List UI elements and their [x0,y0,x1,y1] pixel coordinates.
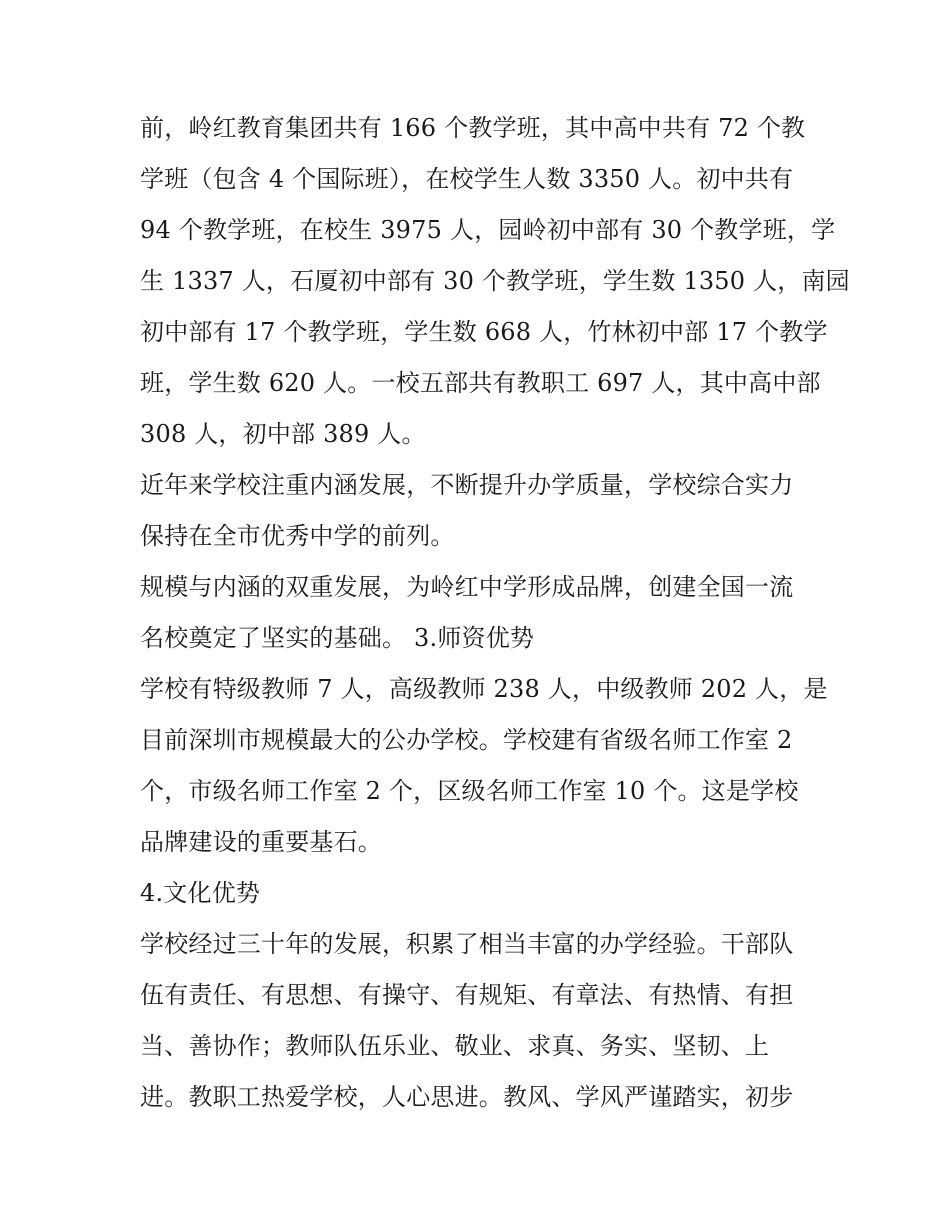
text-line: 班，学生数 620 人。一校五部共有教职工 697 人，其中高中部 [140,369,821,397]
section-heading: 4.文化优势 [140,879,261,907]
text-line: 生 1337 人，石厦初中部有 30 个教学班，学生数 1350 人，南园 [140,267,850,295]
text-line: 伍有责任、有思想、有操守、有规矩、有章法、有热情、有担 [140,981,794,1009]
text-line: 品牌建设的重要基石。 [140,828,382,856]
text-line: 学班（包含 4 个国际班），在校学生人数 3350 人。初中共有 [140,165,794,193]
text-line: 近年来学校注重内涵发展，不断提升办学质量，学校综合实力 [140,471,794,499]
text-line: 规模与内涵的双重发展，为岭红中学形成品牌，创建全国一流 [140,573,794,601]
text-line: 目前深圳市规模最大的公办学校。学校建有省级名师工作室 2 [140,726,793,754]
text-line: 308 人，初中部 389 人。 [140,420,426,448]
text-line: 名校奠定了坚实的基础。 3.师资优势 [140,624,535,652]
text-line: 个，市级名师工作室 2 个，区级名师工作室 10 个。这是学校 [140,777,799,805]
text-line: 学校经过三十年的发展，积累了相当丰富的办学经验。干部队 [140,930,794,958]
text-line: 保持在全市优秀中学的前列。 [140,522,455,550]
text-line: 94 个教学班，在校生 3975 人，园岭初中部有 30 个教学班，学 [140,216,836,244]
text-line: 前，岭红教育集团共有 166 个教学班，其中高中共有 72 个教 [140,114,806,142]
text-line: 当、善协作；教师队伍乐业、敬业、求真、务实、坚韧、上 [140,1032,770,1060]
document-body [140,103,850,1123]
text-line: 初中部有 17 个教学班，学生数 668 人，竹林初中部 17 个教学 [140,318,828,346]
text-line: 学校有特级教师 7 人，高级教师 238 人，中级教师 202 人，是 [140,675,828,703]
text-line: 进。教职工热爱学校，人心思进。教风、学风严谨踏实，初步 [140,1083,794,1111]
